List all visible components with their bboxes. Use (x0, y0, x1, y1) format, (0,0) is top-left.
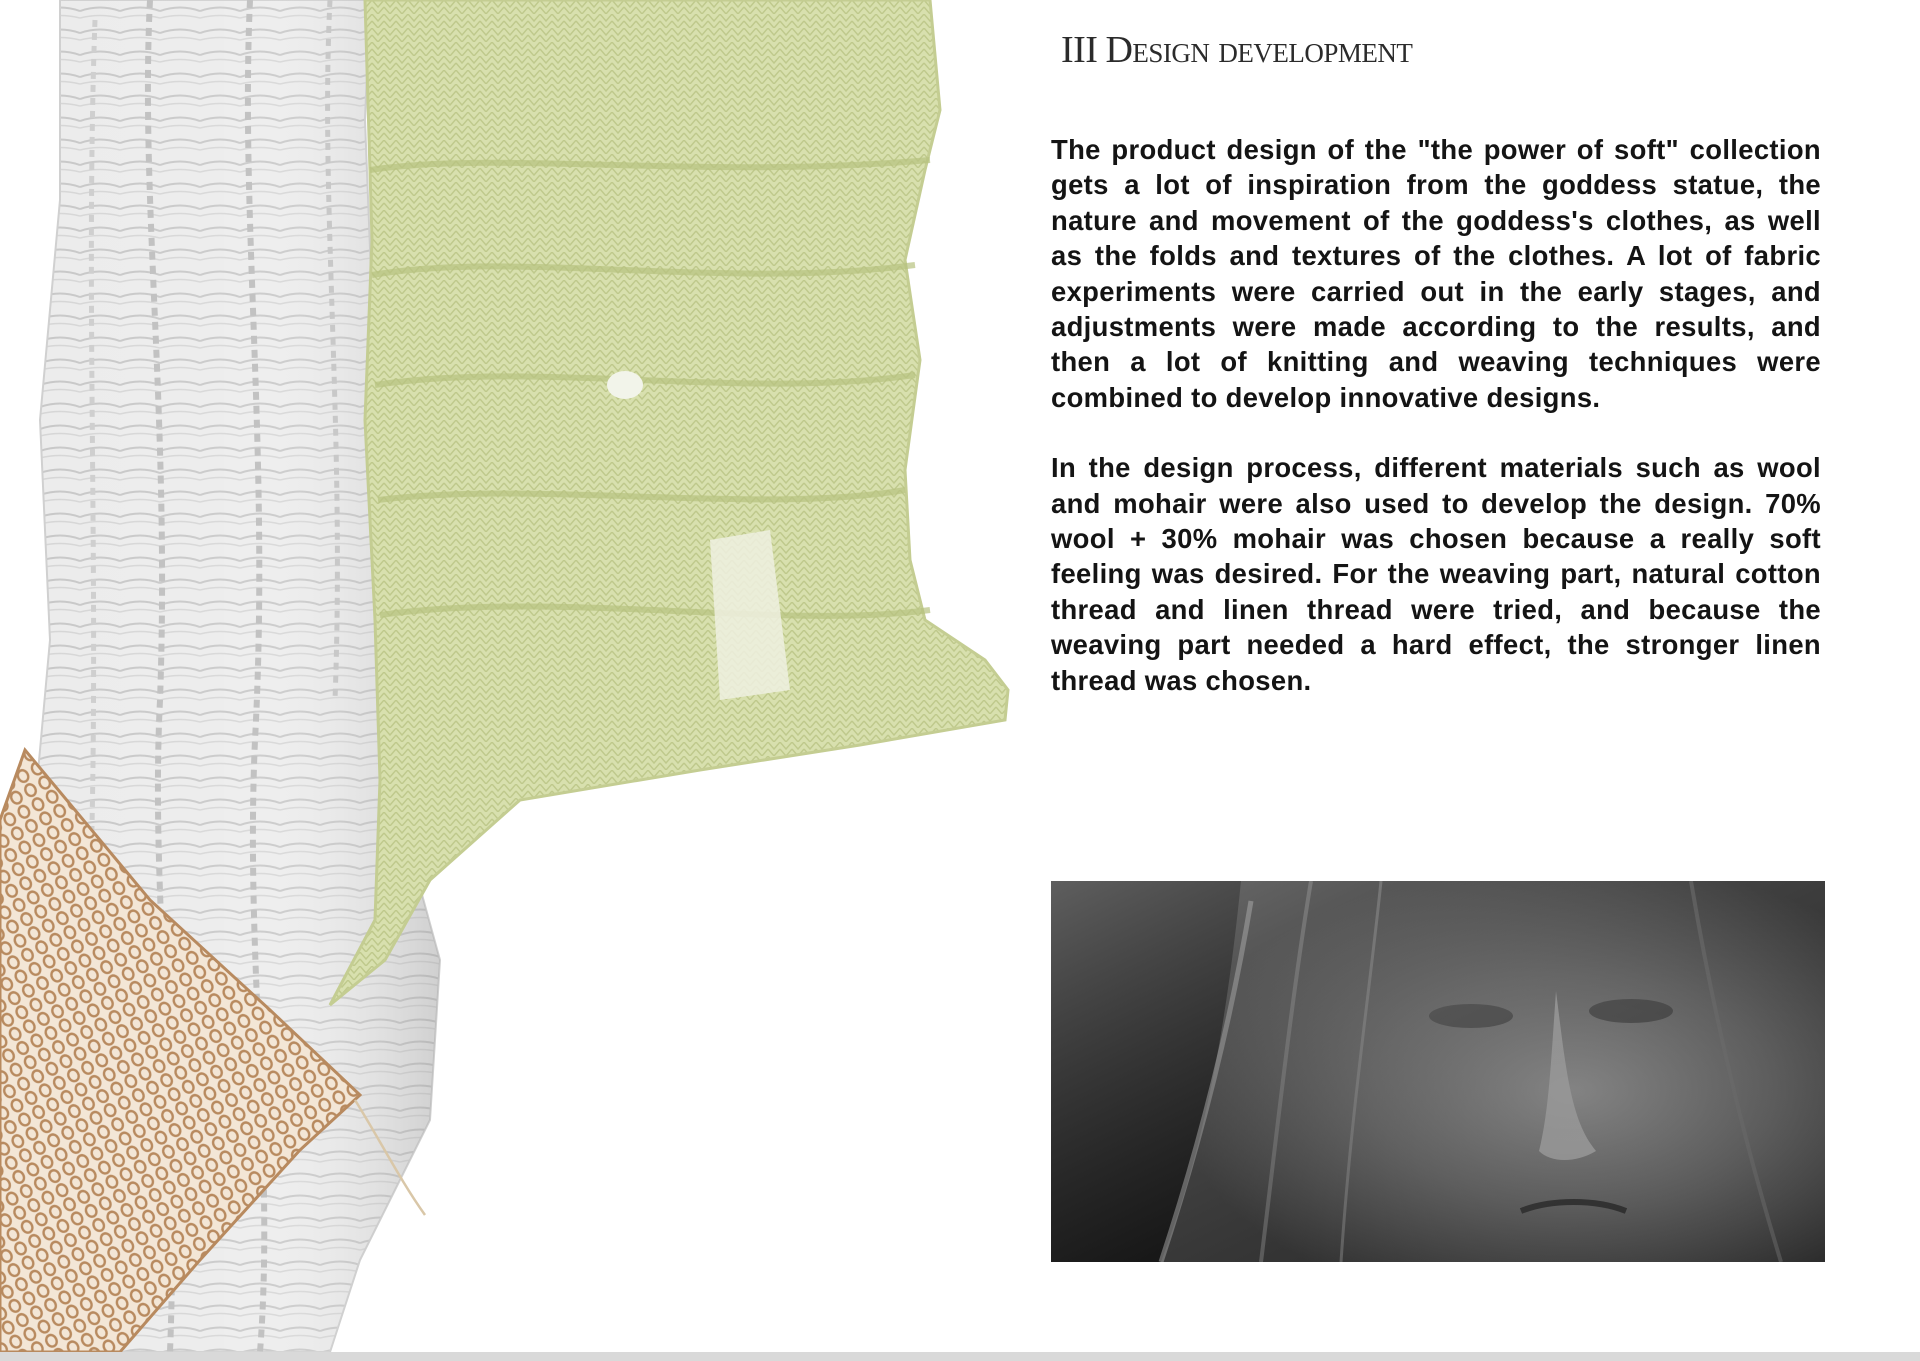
veiled-statue-photo (1051, 881, 1825, 1262)
bottom-edge (0, 1352, 1920, 1361)
section-title: Design development (1105, 29, 1413, 71)
body-text (1051, 132, 1821, 698)
paragraph-inspiration: The product design of the "the power of soft" collection gets a lot of inspiration from the goddess statue, the nature and movement of the goddess's clothes, as well as the folds and textures of the clothes. A lot of fabric experiments were carried out in the early stages, and adjustments were made according to the results, and then a lot of knitting and weaving techniques were combined to develop innovative designs. (1051, 134, 1821, 413)
green-knit-swatch (330, 0, 1008, 1005)
section-heading (1061, 28, 1412, 72)
section-number: III (1061, 29, 1098, 71)
paragraph-materials: In the design process, different materials such as wool and mohair were also used to develop the design. 70% wool + 30% mohair was chosen because a really soft feeling was desired. For the weaving part, natural cotton thread and linen thread were tried, and because the weaving part needed a hard effect, the stronger linen thread was chosen. (1051, 452, 1821, 696)
